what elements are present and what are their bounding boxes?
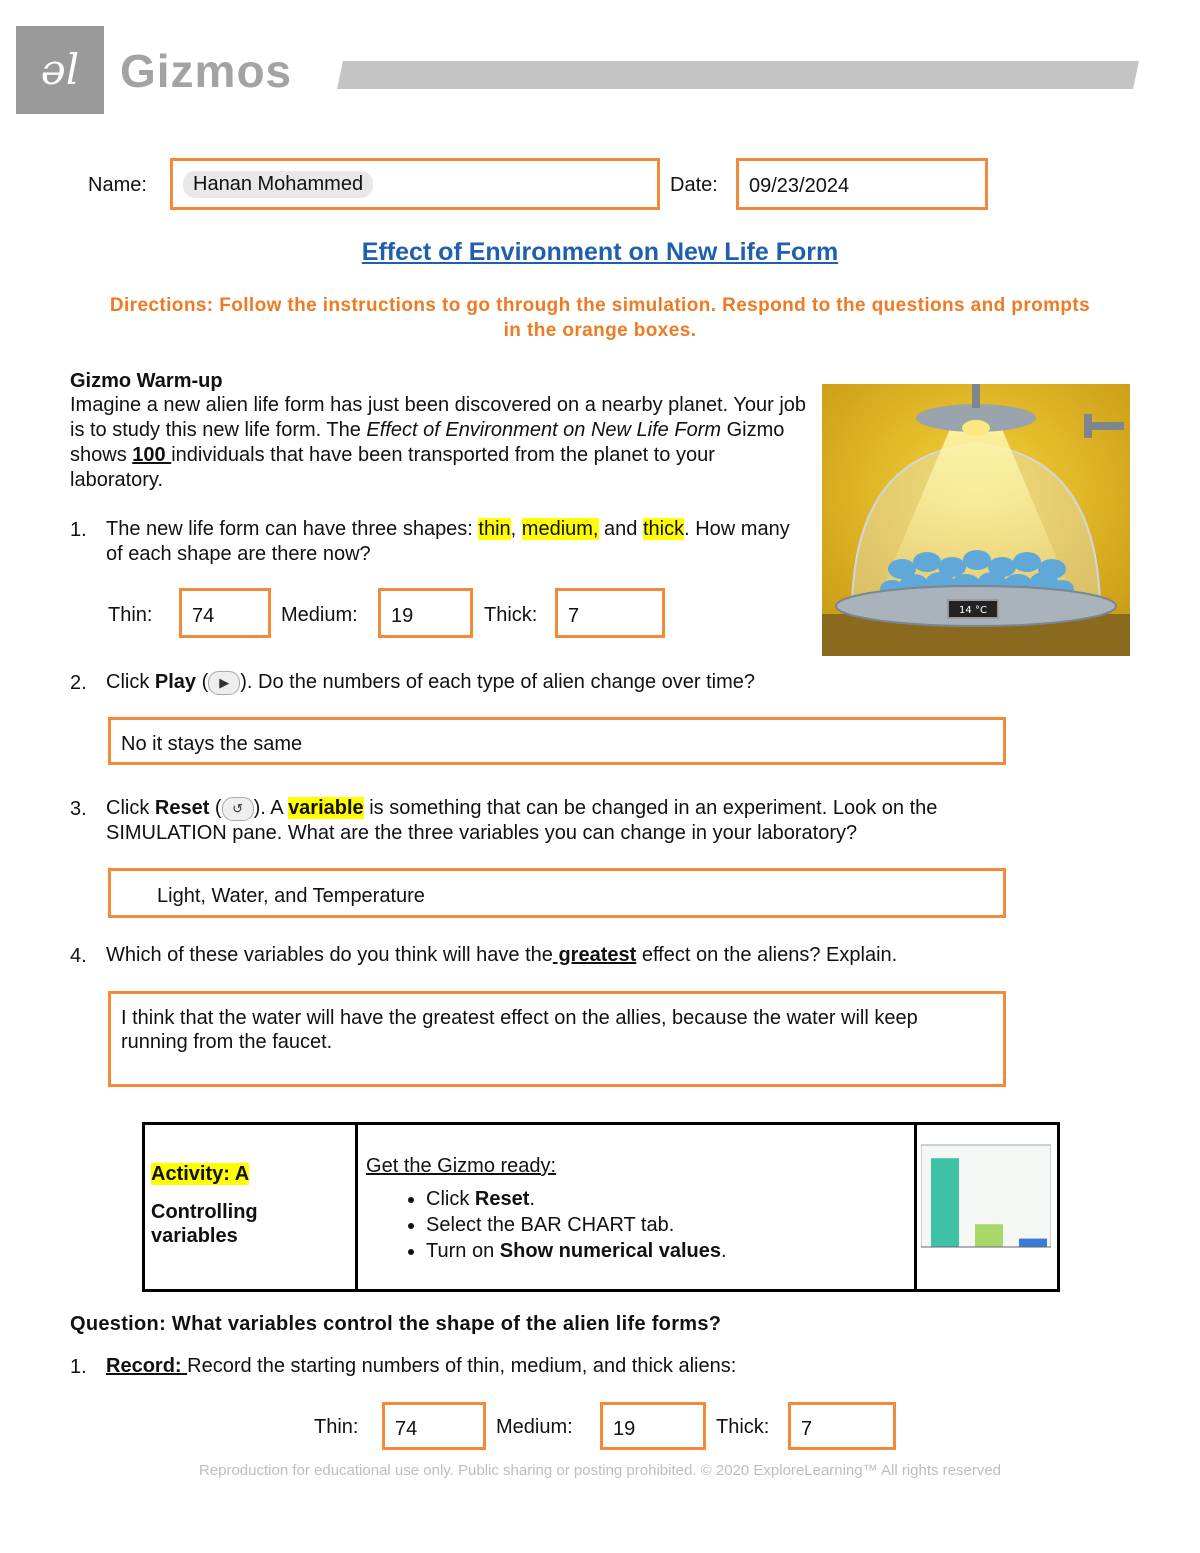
- ready-heading: Get the Gizmo ready:: [366, 1155, 557, 1177]
- question-heading: Question: What variables control the shape of the alien life forms?: [70, 1313, 722, 1335]
- record-thick-field[interactable]: [788, 1402, 896, 1450]
- q4-answer: I think that the water will have the greatest effect on the allies, because the water will keep running from the faucet.: [121, 1007, 918, 1053]
- activity-instructions-cell: [357, 1124, 916, 1291]
- play-icon: ▶: [208, 671, 240, 695]
- q2-answer-box[interactable]: [108, 717, 1006, 765]
- q1-medium-field[interactable]: [378, 588, 473, 638]
- name-label: Name:: [88, 174, 147, 196]
- date-field[interactable]: [736, 158, 988, 210]
- footer-copyright: Reproduction for educational use only. Public sharing or posting prohibited. © 2020 ExploreLearning™ All rights reserved: [198, 1462, 1002, 1479]
- simulation-image: [822, 384, 1130, 656]
- q1-thin-label: Thin:: [108, 604, 153, 626]
- mini-bar-chart: [921, 1137, 1051, 1253]
- logo-glyph: ǝl: [40, 45, 80, 94]
- q1-thin-field[interactable]: [179, 588, 271, 638]
- q1-thick-label: Thick:: [484, 604, 538, 626]
- chart-bar: [931, 1158, 959, 1247]
- gizmos-wordmark: Gizmos: [120, 45, 293, 97]
- directions: Directions: Follow the instructions to go through the simulation. Respond to the questions and prompts in the orange boxes.: [109, 295, 1091, 341]
- step-item: • Select the BAR CHART tab.: [426, 1212, 914, 1238]
- activity-subtitle: Controlling variables: [151, 1201, 258, 1247]
- activity-table: [142, 1122, 1060, 1292]
- record-thin-value: 74: [395, 1418, 418, 1440]
- q3-number: 3.: [70, 798, 87, 820]
- chart-bar: [975, 1224, 1003, 1247]
- q1-text: The new life form can have three shapes: thin, medium, and thick. How many of each shape are there now?: [106, 518, 790, 565]
- date-label: Date:: [670, 174, 718, 196]
- record-thick-label: Thick:: [716, 1416, 770, 1438]
- q1-number: 1.: [70, 519, 87, 541]
- q2-text: Click Play ( ▶ ). Do the numbers of each type of alien change over time?: [106, 671, 756, 693]
- name-value: Hanan Mohammed: [183, 171, 373, 198]
- q1-thin-value: 74: [192, 605, 215, 627]
- reset-icon: ↺: [222, 797, 254, 821]
- q1-thick-field[interactable]: [555, 588, 665, 638]
- q3-answer-box[interactable]: [108, 868, 1006, 918]
- name-field[interactable]: [170, 158, 660, 210]
- record-thin-label: Thin:: [314, 1416, 359, 1438]
- explorelearning-logo: [16, 26, 104, 114]
- image-temperature: 14 °C: [959, 605, 987, 616]
- record-medium-label: Medium:: [496, 1416, 573, 1438]
- q1-medium-label: Medium:: [281, 604, 358, 626]
- record-thin-field[interactable]: [382, 1402, 486, 1450]
- chart-bar: [1019, 1239, 1047, 1247]
- q4-number: 4.: [70, 945, 87, 967]
- record-medium-value: 19: [613, 1418, 636, 1440]
- q2-number: 2.: [70, 672, 87, 694]
- q2-answer: No it stays the same: [121, 733, 303, 755]
- header-bar: [337, 61, 1139, 89]
- q3-answer: Light, Water, and Temperature: [157, 885, 425, 907]
- record-thick-value: 7: [801, 1418, 813, 1440]
- q1-thick-value: 7: [568, 605, 580, 627]
- activity-label-cell: [144, 1124, 357, 1291]
- date-value: 09/23/2024: [749, 175, 850, 197]
- q4-text: Which of these variables do you think will have the greatest effect on the aliens? Explain.: [106, 944, 898, 966]
- warmup-heading: Gizmo Warm-up: [70, 370, 223, 392]
- q3-text: Click Reset ( ↺ ). A variable is something that can be changed in an experiment. Look on the SIMULATION pane. What are the three variables you can change in your laboratory?: [106, 797, 938, 844]
- record-medium-field[interactable]: [600, 1402, 706, 1450]
- q1-medium-value: 19: [391, 605, 414, 627]
- page-title: Effect of Environment on New Life Form: [361, 238, 839, 266]
- ready-steps: [366, 1186, 914, 1264]
- step-item: • Click Reset.: [426, 1186, 914, 1212]
- activity-chart-cell: [916, 1124, 1059, 1291]
- q4-answer-box[interactable]: [108, 991, 1006, 1087]
- record-number: 1.: [70, 1356, 87, 1378]
- activity-label: Activity: A: [151, 1163, 250, 1185]
- warmup-intro: Imagine a new alien life form has just been discovered on a nearby planet. Your job is to study this new life form. The Effect of Environment on New Life Form Gizmo shows 100 individuals that have been transported from the planet to your laboratory.: [70, 394, 807, 491]
- step-item: • Turn on Show numerical values.: [426, 1238, 914, 1264]
- record-text: Record: Record the starting numbers of thin, medium, and thick aliens:: [106, 1355, 737, 1377]
